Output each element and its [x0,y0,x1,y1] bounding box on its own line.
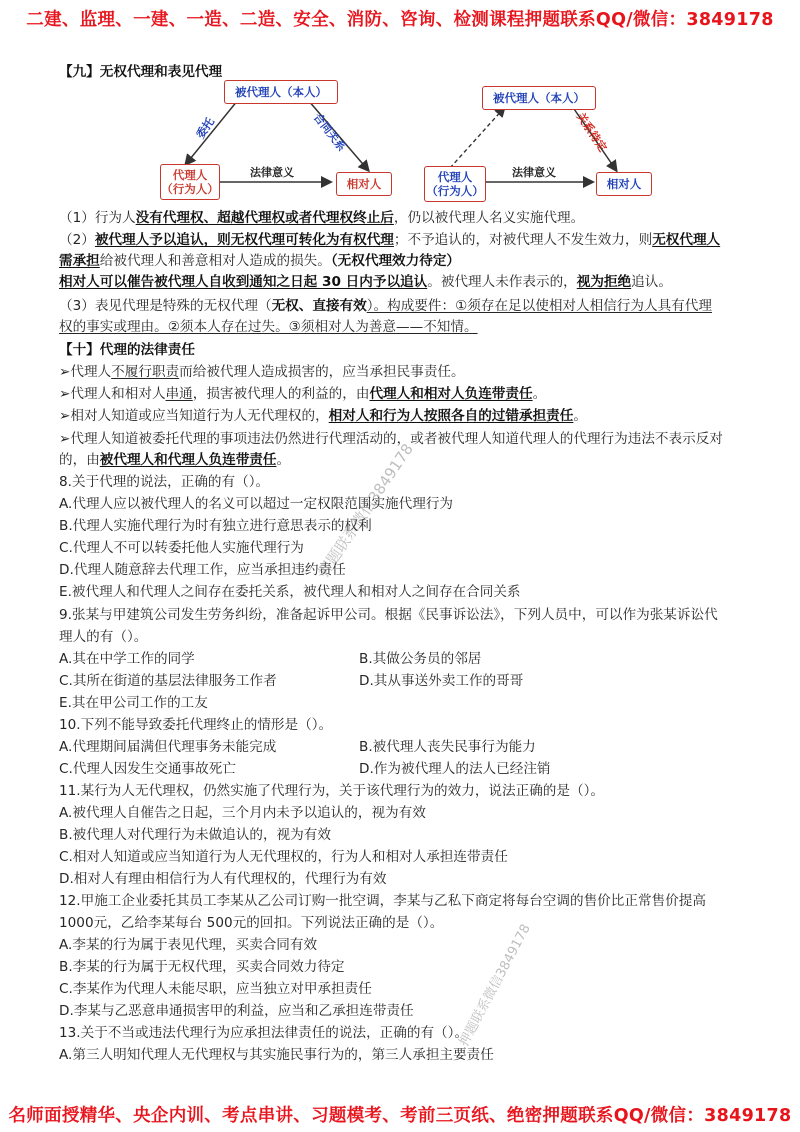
s10-rule-4b [59,450,290,470]
label-relation-pending: 关系待定 [573,110,610,155]
q9-option-a: A.其在中学工作的同学 [59,651,195,667]
q10-stem: 10.下列不能导致委托代理终止的情形是（）。 [59,717,333,733]
text: 的，由 [59,452,100,468]
q11-option-d: D.相对人有理由相信行为人有代理权的，代理行为有效 [59,871,387,887]
diagram-unauthorized-agency [158,78,398,200]
text: ➢代理人和相对人 [59,386,166,402]
footer-banner: 名师面授精华、央企内训、考点串讲、习题模考、考前三页纸、绝密押题联系QQ/微信：3849178 [8,1106,792,1126]
text: （2） [59,232,95,248]
agent-box [160,164,220,200]
counterparty-box-right: 相对人 [596,172,652,196]
section-9-title: 【九】无权代理和表见代理 [59,64,223,80]
emphasis: 被代理人和代理人负连带责任 [99,452,277,468]
q9-option-e: E.其在甲公司工作的工友 [59,695,208,711]
emphasis: 被代理人予以追认，则无权代理可转化为有权代理 [94,232,394,248]
text: ；不予追认的，对被代理人不发生效力，则 [393,232,653,248]
emphasis: 无权代理人 [652,232,721,248]
q12-stem-line1: 12.甲施工企业委托其员工李某从乙公司订购一批空调，李某与乙私下商定将每台空调的售价比正常售价提高 [59,893,706,909]
label-contract-relation: 合同关系 [310,110,349,154]
text: ，仍以被代理人名义实施代理。 [393,210,585,226]
q12-option-a: A.李某的行为属于表见代理，买卖合同有效 [59,937,318,953]
q10-option-c: C.代理人因发生交通事故死亡 [59,761,236,777]
diagram-apparent-agency [420,84,660,202]
text: ，损害被代理人的利益的，由 [192,386,370,402]
label-legal-significance-right: 法律意义 [512,166,556,179]
emphasis: 相对人可以催告被代理人自收到通知之日起 30 日内予以追认 [59,274,428,290]
s9-paragraph-2b [59,251,460,271]
text: 而给被代理人造成损害的，应当承担民事责任。 [179,364,465,380]
q13-stem: 13.关于不当或违法代理行为应承担法律责任的说法，正确的有（）。 [59,1025,469,1041]
agent-box-right [424,166,486,202]
dashed-arrow-agent-to-principal [450,108,504,168]
s9-paragraph-1 [59,208,584,228]
emphasis: 代理人和相对人负连带责任 [369,386,533,402]
q11-option-a: A.被代理人自催告之日起，三个月内未予以追认的，视为有效 [59,805,426,821]
header-banner: 二建、监理、一建、一造、二造、安全、消防、咨询、检测课程押题联系QQ/微信：3849178 [26,10,774,30]
q11-option-b: B.被代理人对代理行为未做追认的，视为有效 [59,827,331,843]
q11-option-c: C.相对人知道或应当知道行为人无代理权的，行为人和相对人承担连带责任 [59,849,508,865]
q8-option-b: B.代理人实施代理行为时有独立进行意思表示的权利 [59,518,372,534]
q13-option-a: A.第三人明知代理人无代理权与其实施民事行为的，第三人承担主要责任 [59,1047,494,1063]
q9-stem-line1: 9.张某与甲建筑公司发生劳务纠纷，准备起诉甲公司。根据《民事诉讼法》，下列人员中，可以作为张某诉讼代 [59,607,718,623]
text: ➢相对人知道或应当知道行为人无代理权的， [59,408,329,424]
watermark: 押题联系微信3849178 [314,440,417,581]
text: 。 [532,386,547,402]
q8-option-d: D.代理人随意辞去代理工作，应当承担违约责任 [59,562,346,578]
q8-option-c: C.代理人不可以转委托他人实施代理行为 [59,540,304,556]
agent-label: 代理人 [172,168,208,182]
s10-rule-3 [59,406,587,426]
s10-rule-1 [59,362,465,382]
s9-paragraph-3b: 权的事实或理由。②须本人存在过失。③须相对人为善意——不知情。 [59,319,478,335]
q12-option-c: C.李某作为代理人未能尽职，应当独立对甲承担责任 [59,981,372,997]
q12-stem-line2: 1000元，乙给李某每台 500元的回扣。下列说法正确的是（）。 [59,915,444,931]
text: 追认。 [631,274,672,290]
q10-option-d: D.作为被代理人的法人已经注销 [359,761,551,777]
emphasis: （无权代理效力待定） [330,253,461,269]
q10-options-cd [59,759,551,779]
q9-stem-line2: 理人的有（）。 [59,629,148,645]
q8-stem: 8.关于代理的说法，正确的有（）。 [59,474,270,490]
q9-option-d: D.其从事送外卖工作的哥哥 [359,673,524,689]
agent-sublabel-right: （行为人） [426,184,484,198]
text: 。 [573,408,587,424]
label-legal-significance: 法律意义 [250,166,294,179]
text: 给被代理人和善意相对人造成的损失。 [99,253,331,269]
s9-paragraph-3 [59,296,712,316]
q10-option-b: B.被代理人丧失民事行为能力 [359,739,536,755]
q9-options-cd [59,671,524,691]
emphasis: 需承担 [59,253,100,269]
agent-label-right: 代理人 [437,170,473,184]
q8-option-e: E.被代理人和代理人之间存在委托关系，被代理人和相对人之间存在合同关系 [59,584,521,600]
text: （1）行为人 [59,210,136,226]
emphasis: 无权、直接有效 [271,298,367,314]
q12-option-d: D.李某与乙恶意串通损害甲的利益，应当和乙承担连带责任 [59,1003,414,1019]
q10-option-a: A.代理期间届满但代理事务未能完成 [59,739,277,755]
q9-options-ab [59,649,482,669]
emphasis: 相对人和行为人按照各自的过错承担责任 [328,408,574,424]
q8-option-a: A.代理人应以被代理人的名义可以超过一定权限范围实施代理行为 [59,496,454,512]
emphasis: 串通 [165,386,193,402]
s10-rule-2 [59,384,546,404]
q11-stem: 11.某行为人无代理权，仍然实施了代理行为，关于该代理行为的效力，说法正确的是（）。 [59,783,604,799]
text: 。 [276,452,291,468]
text: ➢代理人 [59,364,112,380]
watermark: 押题联系微信3849178 [456,921,534,1049]
q9-option-c: C.其所在街道的基层法律服务工作者 [59,673,277,689]
text: 。被代理人未作表示的， [427,274,577,290]
principal-box: 被代理人（本人） [224,80,338,104]
q12-option-b: B.李某的行为属于无权代理，买卖合同效力待定 [59,959,345,975]
agent-sublabel: （行为人） [161,182,219,196]
text: ）。构成要件：①须存在足以使相对人相信行为人具有代理 [366,298,712,314]
s10-rule-4: ➢代理人知道被委托代理的事项违法仍然进行代理活动的，或者被代理人知道代理人的代理行为违法不表示反对 [59,431,723,447]
label-entrust: 委托 [193,115,218,142]
section-10-title: 【十】代理的法律责任 [59,342,195,358]
s9-paragraph-2 [59,230,720,250]
emphasis: 不履行职责 [111,364,180,380]
q10-options-ab [59,737,536,757]
emphasis: 视为拒绝 [576,274,632,290]
emphasis: 没有代理权、超越代理权或者代理权终止后 [135,210,394,226]
principal-box-right: 被代理人（本人） [482,86,596,110]
q9-option-b: B.其做公务员的邻居 [359,651,482,667]
counterparty-box: 相对人 [336,172,392,196]
s9-paragraph-2c [59,272,672,292]
text: （3）表见代理是特殊的无权代理（ [59,298,272,314]
